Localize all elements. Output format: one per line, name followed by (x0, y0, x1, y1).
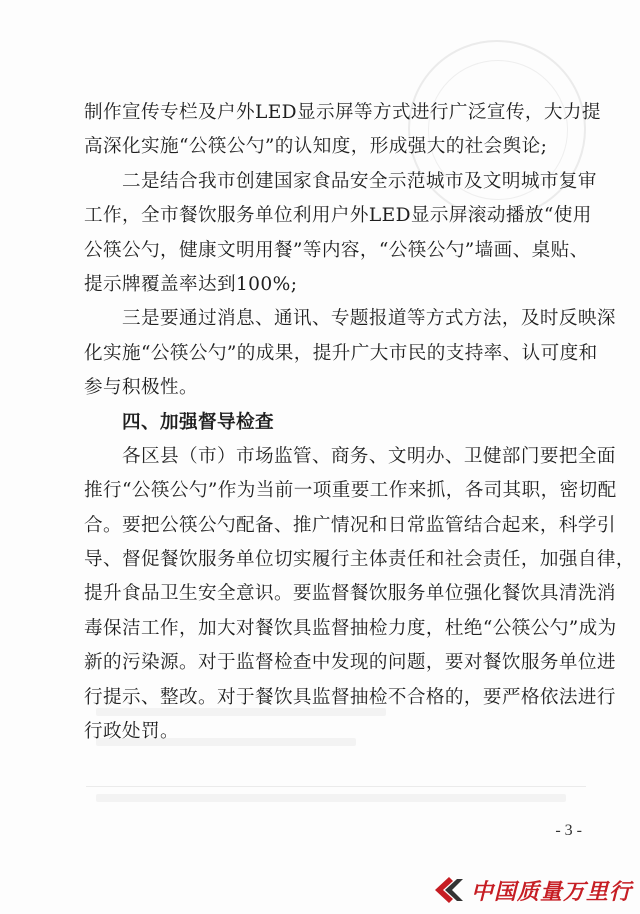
section-heading: 四、加强督导检查 (122, 411, 274, 433)
text-line: 行政处罚。 (84, 721, 179, 743)
source-watermark (431, 872, 632, 908)
brand-logo-icon (431, 874, 467, 906)
text-line: 提升食品卫生安全意识。要监督餐饮服务单位强化餐饮具清洗消 (84, 583, 616, 605)
text-line: 合。要把公筷公勺配备、推广情况和日常监管结合起来，科学引 (84, 514, 616, 536)
text-line: 各区县（市）市场监管、商务、文明办、卫健部门要把全面 (122, 445, 616, 467)
page-number: - 3 - (555, 822, 582, 839)
text-line: 参与积极性。 (84, 377, 198, 399)
text-line: 导、督促餐饮服务单位切实履行主体责任和社会责任，加强自律， (84, 549, 635, 571)
text-line: 行提示、整改。对于餐饮具监督抽检不合格的，要严格依法进行 (84, 686, 616, 708)
text-line: 毒保洁工作，加大对餐饮具监督抽检力度，杜绝“公筷公勺”成为 (84, 617, 617, 639)
text-line: 三是要通过消息、通讯、专题报道等方式方法，及时反映深 (122, 308, 616, 330)
text-line: 推行“公筷公勺”作为当前一项重要工作来抓，各司其职，密切配 (84, 480, 617, 502)
document-body (84, 96, 635, 749)
text-line: 公筷公勺，健康文明用餐”等内容，“公筷公勺”墙画、桌贴、 (84, 239, 589, 261)
bleed-through-rule (86, 786, 586, 787)
text-line: 提示牌覆盖率达到100%; (84, 273, 298, 295)
text-line: 新的污染源。对于监督检查中发现的问题，要对餐饮服务单位进 (84, 652, 616, 674)
watermark-text: 中国质量万里行 (470, 879, 632, 905)
text-line: 化实施“公筷公勺”的成果，提升广大市民的支持率、认可度和 (84, 342, 598, 364)
bleed-through-text (96, 794, 566, 802)
text-line: 二是结合我市创建国家食品安全示范城市及文明城市复审 (122, 170, 597, 192)
text-line: 工作，全市餐饮服务单位利用户外LED显示屏滚动播放“使用 (84, 205, 592, 227)
text-line: 制作宣传专栏及户外LED显示屏等方式进行广泛宣传，大力提 (84, 102, 601, 123)
text-line: 高深化实施“公筷公勺”的认知度，形成强大的社会舆论; (84, 136, 548, 158)
